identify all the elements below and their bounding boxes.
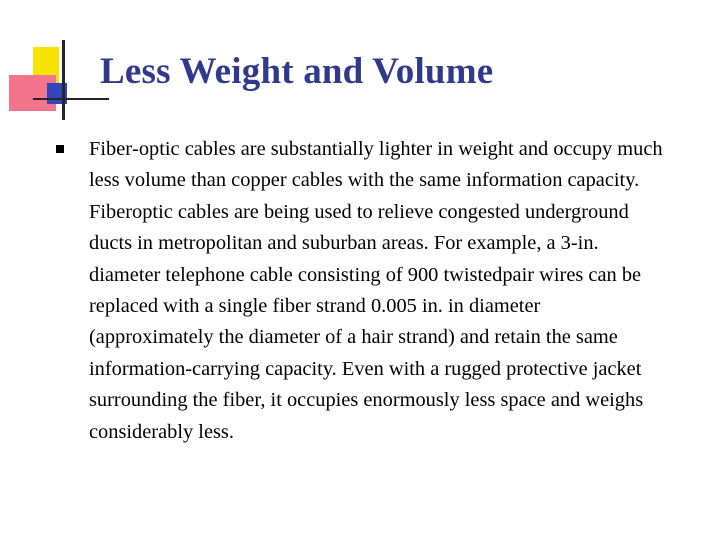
logo-horizontal-line bbox=[33, 98, 109, 100]
square-bullet-icon bbox=[56, 145, 64, 153]
slide-logo-icon bbox=[0, 0, 110, 120]
logo-vertical-line bbox=[62, 40, 65, 120]
bullet-text: Fiber‑optic cables are substantially lighter in weight and occupy much less volume than copper cables with the same information capacity. Fiberoptic cables are being used to relieve congested underground ducts in metropolitan and suburban areas. For example, a 3‑in. diameter telephone cable consisting of 900 twistedpair wires can be replaced with a single fiber strand 0.005 in. in diameter (approximately the diameter of a hair strand) and retain the same information‑carrying capacity. Even with a rugged protective jacket surrounding the fiber, it occupies enormously less space and weighs considerably less. bbox=[89, 138, 663, 443]
slide-title: Less Weight and Volume bbox=[100, 51, 494, 92]
